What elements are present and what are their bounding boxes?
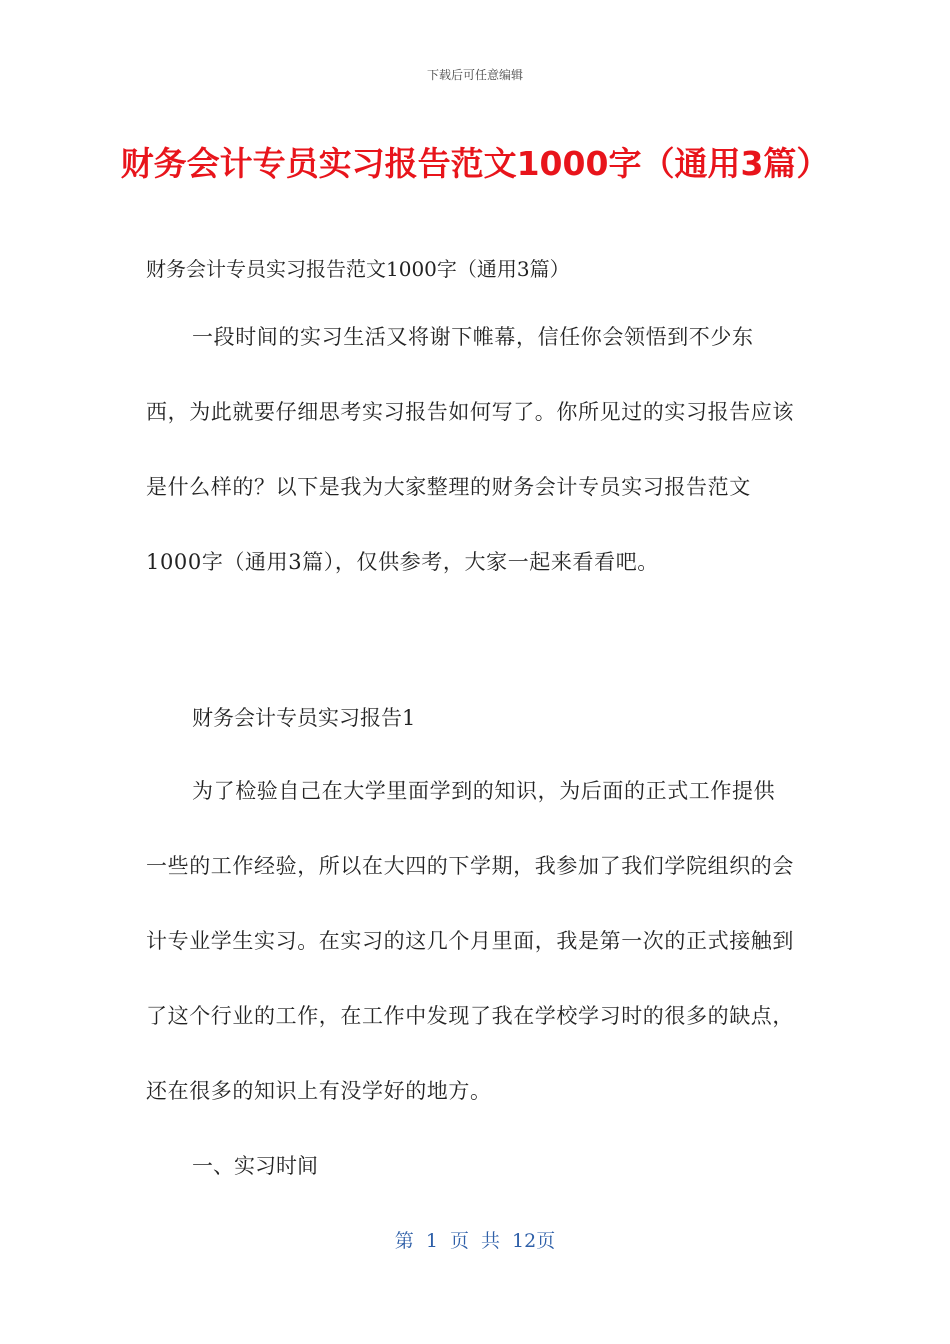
header-note: 下载后可任意编辑 (426, 68, 523, 82)
document-subtitle: 财务会计专员实习报告范文1000字（通用3篇） (146, 257, 570, 281)
document-title: 财务会计专员实习报告范文1000字（通用3篇） (120, 144, 830, 183)
report-1-heading: 财务会计专员实习报告1 (192, 706, 416, 730)
page-footer: 第 1 页 共 12页 (394, 1230, 556, 1252)
intro-paragraph: 一段时间的实习生活又将谢下帷幕，信任你会领悟到不少东西，为此就要仔细思考实习报告如何写了。你所见过的实习报告应该是什么样的？以下是我为大家整理的财务会计专员实习报告范文1000字（通用3篇），仅供参考，大家一起来看看吧。 (146, 325, 794, 574)
report-1-paragraph: 为了检验自己在大学里面学到的知识，为后面的正式工作提供一些的工作经验，所以在大四的下学期，我参加了我们学院组织的会计专业学生实习。在实习的这几个月里面，我是第一次的正式接触到了这个行业的工作，在工作中发现了我在学校学习时的很多的缺点，还在很多的知识上有没学好的地方。 (146, 779, 794, 1103)
section-heading-internship-time: 一、实习时间 (192, 1154, 318, 1178)
